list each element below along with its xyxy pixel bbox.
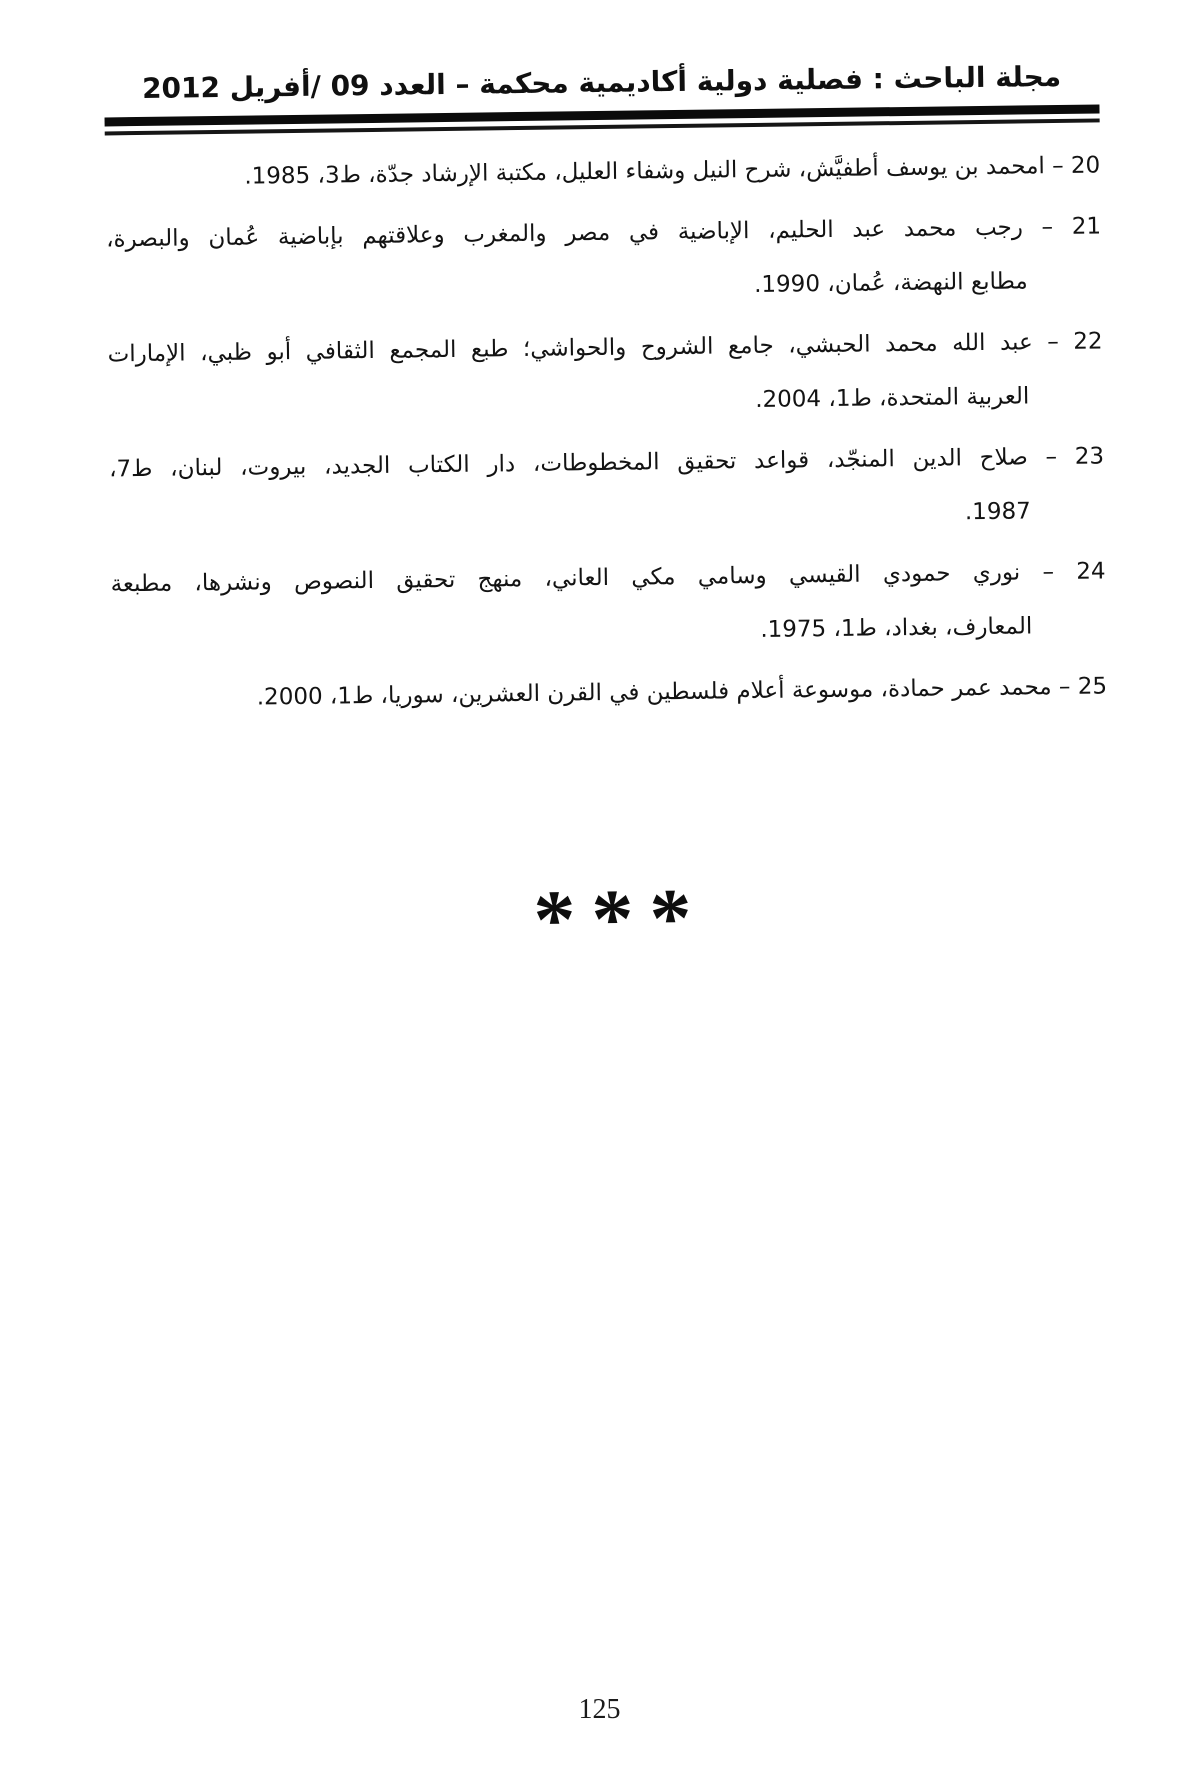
reference-line: 25 – محمد عمر حمادة، موسوعة أعلام فلسطين في القرن العشرين، سوريا، ط1، 2000. [256,673,1108,711]
journal-header-title: مجلة الباحث : فصلية دولية أكاديمية محكمة – العدد 09 /أفريل 2012 [141,59,1062,105]
reference-line: 22 – عبد الله محمد الحبشي، جامع الشروح والحواشي؛ طبع المجمع الثقافي أبو ظبي، الإمارات [107,328,1103,368]
page-number: 125 [578,1694,621,1725]
reference-line: 23 – صلاح الدين المنجّد، قواعد تحقيق المخطوطات، دار الكتاب الجديد، بيروت، لبنان، ط7، [108,443,1105,483]
references-list [105,138,1107,726]
reference-line: 21 – رجب محمد عبد الحليم، الإباضية في مصر والمغرب وعلاقتهم بإباضية عُمان والبصرة، [105,213,1102,253]
reference-item [106,199,1102,320]
reference-item [112,659,1108,726]
reference-item [110,544,1106,665]
reference-line: مطابع النهضة، عُمان، 1990. [753,268,1028,298]
reference-item [109,429,1105,550]
reference-item [107,314,1103,435]
reference-line: 24 – نوري حمودي القيسي وسامي مكي العاني، منهج تحقيق النصوص ونشرها، مطبعة [110,558,1106,598]
reference-item [105,138,1101,205]
reference-line: العربية المتحدة، ط1، 2004. [755,383,1030,413]
header-double-rule [105,104,1100,135]
section-separator-asterisks: *** [532,871,709,967]
reference-line: المعارف، بغداد، ط1، 1975. [760,613,1033,643]
reference-line: 1987. [964,498,1031,526]
reference-line: 20 – امحمد بن يوسف أطفيَّش، شرح النيل وشفاء العليل، مكتبة الإرشاد جدّة، ط3، 1985. [244,152,1101,190]
